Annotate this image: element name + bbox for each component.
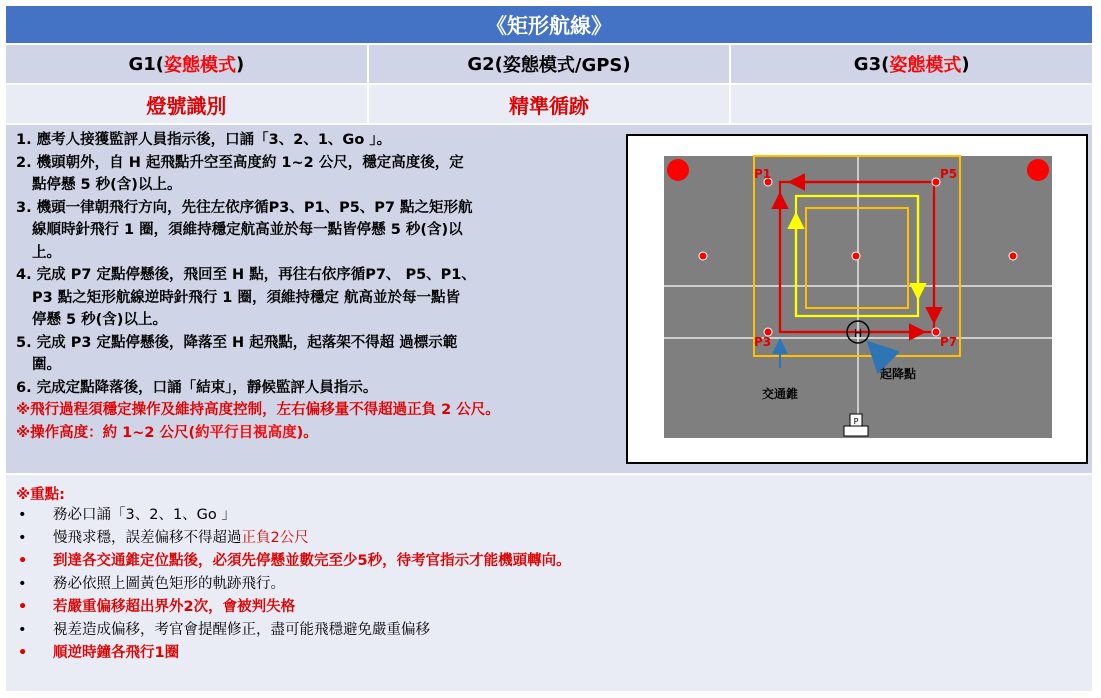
- corner-cone-right: [1027, 159, 1049, 181]
- label-pilot: P: [853, 417, 859, 426]
- task-g1: 燈號識別: [6, 85, 367, 123]
- key-item-2: [16, 527, 571, 550]
- flight-diagram-svg: [628, 136, 1086, 462]
- key-item-1-text: 務必口誦「3、2、1、Go 」: [53, 507, 236, 523]
- cone-center: [852, 252, 860, 260]
- key-title: ※重點:: [16, 487, 65, 503]
- key-item-6-text: 視差造成偏移，考官會提醒修正，盡可能飛穩避免嚴重偏移: [53, 622, 430, 638]
- step-4-cont: P3 點之矩形航線逆時針飛行 1 圈，須維持穩定 航高並於每一點皆: [32, 289, 460, 306]
- cone-right-mid: [1009, 252, 1017, 260]
- mode-g2-suffix: ): [622, 53, 631, 75]
- note-height: [16, 422, 628, 445]
- step-4-cont2: 停懸 5 秒(含)以上。: [32, 312, 167, 328]
- pilot-box-base: [844, 426, 868, 436]
- label-p7: P7: [940, 335, 958, 349]
- mode-g1-prefix: G1(: [128, 53, 164, 75]
- key-item-2-highlight: 正負2公尺: [241, 530, 309, 546]
- step-6: 6. 完成定點降落後，口誦「結束」，靜候監評人員指示。: [16, 379, 378, 396]
- mode-row: [6, 45, 1092, 83]
- step-2-cont: 點停懸 5 秒(含)以上。: [32, 177, 182, 193]
- mode-g2: [369, 45, 730, 83]
- mode-g1-suffix: ): [235, 53, 245, 75]
- note-offset: ※飛行過程須穩定操作及維持高度控制，左右偏移量不得超過正負 2 公尺。: [16, 402, 500, 418]
- task-g2: 精準循跡: [369, 85, 730, 123]
- key-item-4: [16, 573, 571, 596]
- label-p5: P5: [940, 167, 958, 181]
- step-1: 1. 應考人接獲監評人員指示後，口誦「3、2、1、Go 」。: [16, 132, 392, 148]
- step-4: 4. 完成 P7 定點停懸後，飛回至 H 點，再往右依序循P7、 P5、P1、: [16, 267, 476, 283]
- step-3-cont2: 上。: [32, 244, 61, 261]
- key-item-2-text: 慢飛求穩，誤差偏移不得超過: [53, 530, 242, 546]
- mode-g3-suffix: ): [961, 53, 970, 75]
- key-item-3: [16, 550, 571, 573]
- corner-cone-left: [667, 159, 689, 181]
- key-item-1: [16, 504, 571, 527]
- step-3-cont: 線順時針飛行 1 圈，須維持穩定航高並於每一點皆停懸 5 秒(含)以: [32, 222, 463, 238]
- note-height-pre: ※操作高度：約 1~2 公尺(: [16, 424, 196, 441]
- key-item-4-text: 務必依照上圖黃色矩形的軌跡飛行。: [53, 576, 285, 592]
- step-3: 3. 機頭一律朝飛行方向，先往左依序循P3、P1、P5、P7 點之矩形航: [16, 199, 473, 216]
- mode-g3-prefix: G3(: [853, 53, 890, 75]
- mode-g3-name: 姿態模式: [889, 55, 962, 76]
- cone-p7: [932, 328, 940, 336]
- step-5-cont: 圍。: [32, 357, 61, 373]
- mode-g2-name: 姿態模式/GPS: [502, 55, 623, 76]
- step-5: 5. 完成 P3 定點停懸後，降落至 H 起飛點，起落架不得超 過標示範: [16, 334, 458, 351]
- label-pad: 起降點: [880, 367, 917, 381]
- key-item-7: [16, 642, 571, 665]
- task-g3: [731, 85, 1092, 123]
- note-height-post: )。: [296, 424, 318, 441]
- step-2: 2. 機頭朝外，自 H 起飛點升空至高度約 1~2 公尺，穩定高度後，定: [16, 154, 464, 171]
- key-item-5: [16, 596, 571, 619]
- label-p3: P3: [754, 335, 772, 349]
- key-item-5-text: 若嚴重偏移超出界外2次，會被判失格: [53, 599, 296, 615]
- mode-g3: [731, 45, 1092, 83]
- key-list: [16, 504, 571, 665]
- key-points-panel: [6, 475, 1092, 691]
- key-item-7-text: 順逆時鐘各飛行1圈: [53, 645, 180, 661]
- cone-p5: [932, 178, 940, 186]
- note-height-highlight: 約平行目視高度: [195, 424, 297, 441]
- cone-left-mid: [699, 252, 707, 260]
- task-row: [6, 85, 1092, 123]
- h-pad-label: H: [853, 327, 863, 340]
- mode-g2-prefix: G2(: [467, 53, 503, 75]
- key-item-3-text: 到達各交通錐定位點後，必須先停懸並數完至少5秒，待考官指示才能機頭轉向。: [53, 553, 571, 569]
- key-item-6: [16, 619, 571, 642]
- mode-g1-name: 姿態模式: [163, 55, 236, 76]
- label-p1: P1: [754, 167, 772, 181]
- mode-g1: [6, 45, 367, 83]
- flight-diagram: [626, 134, 1088, 464]
- instructions-text: [16, 129, 628, 444]
- page-title: 《矩形航線》: [6, 6, 1092, 43]
- label-cone: 交通錐: [762, 387, 799, 401]
